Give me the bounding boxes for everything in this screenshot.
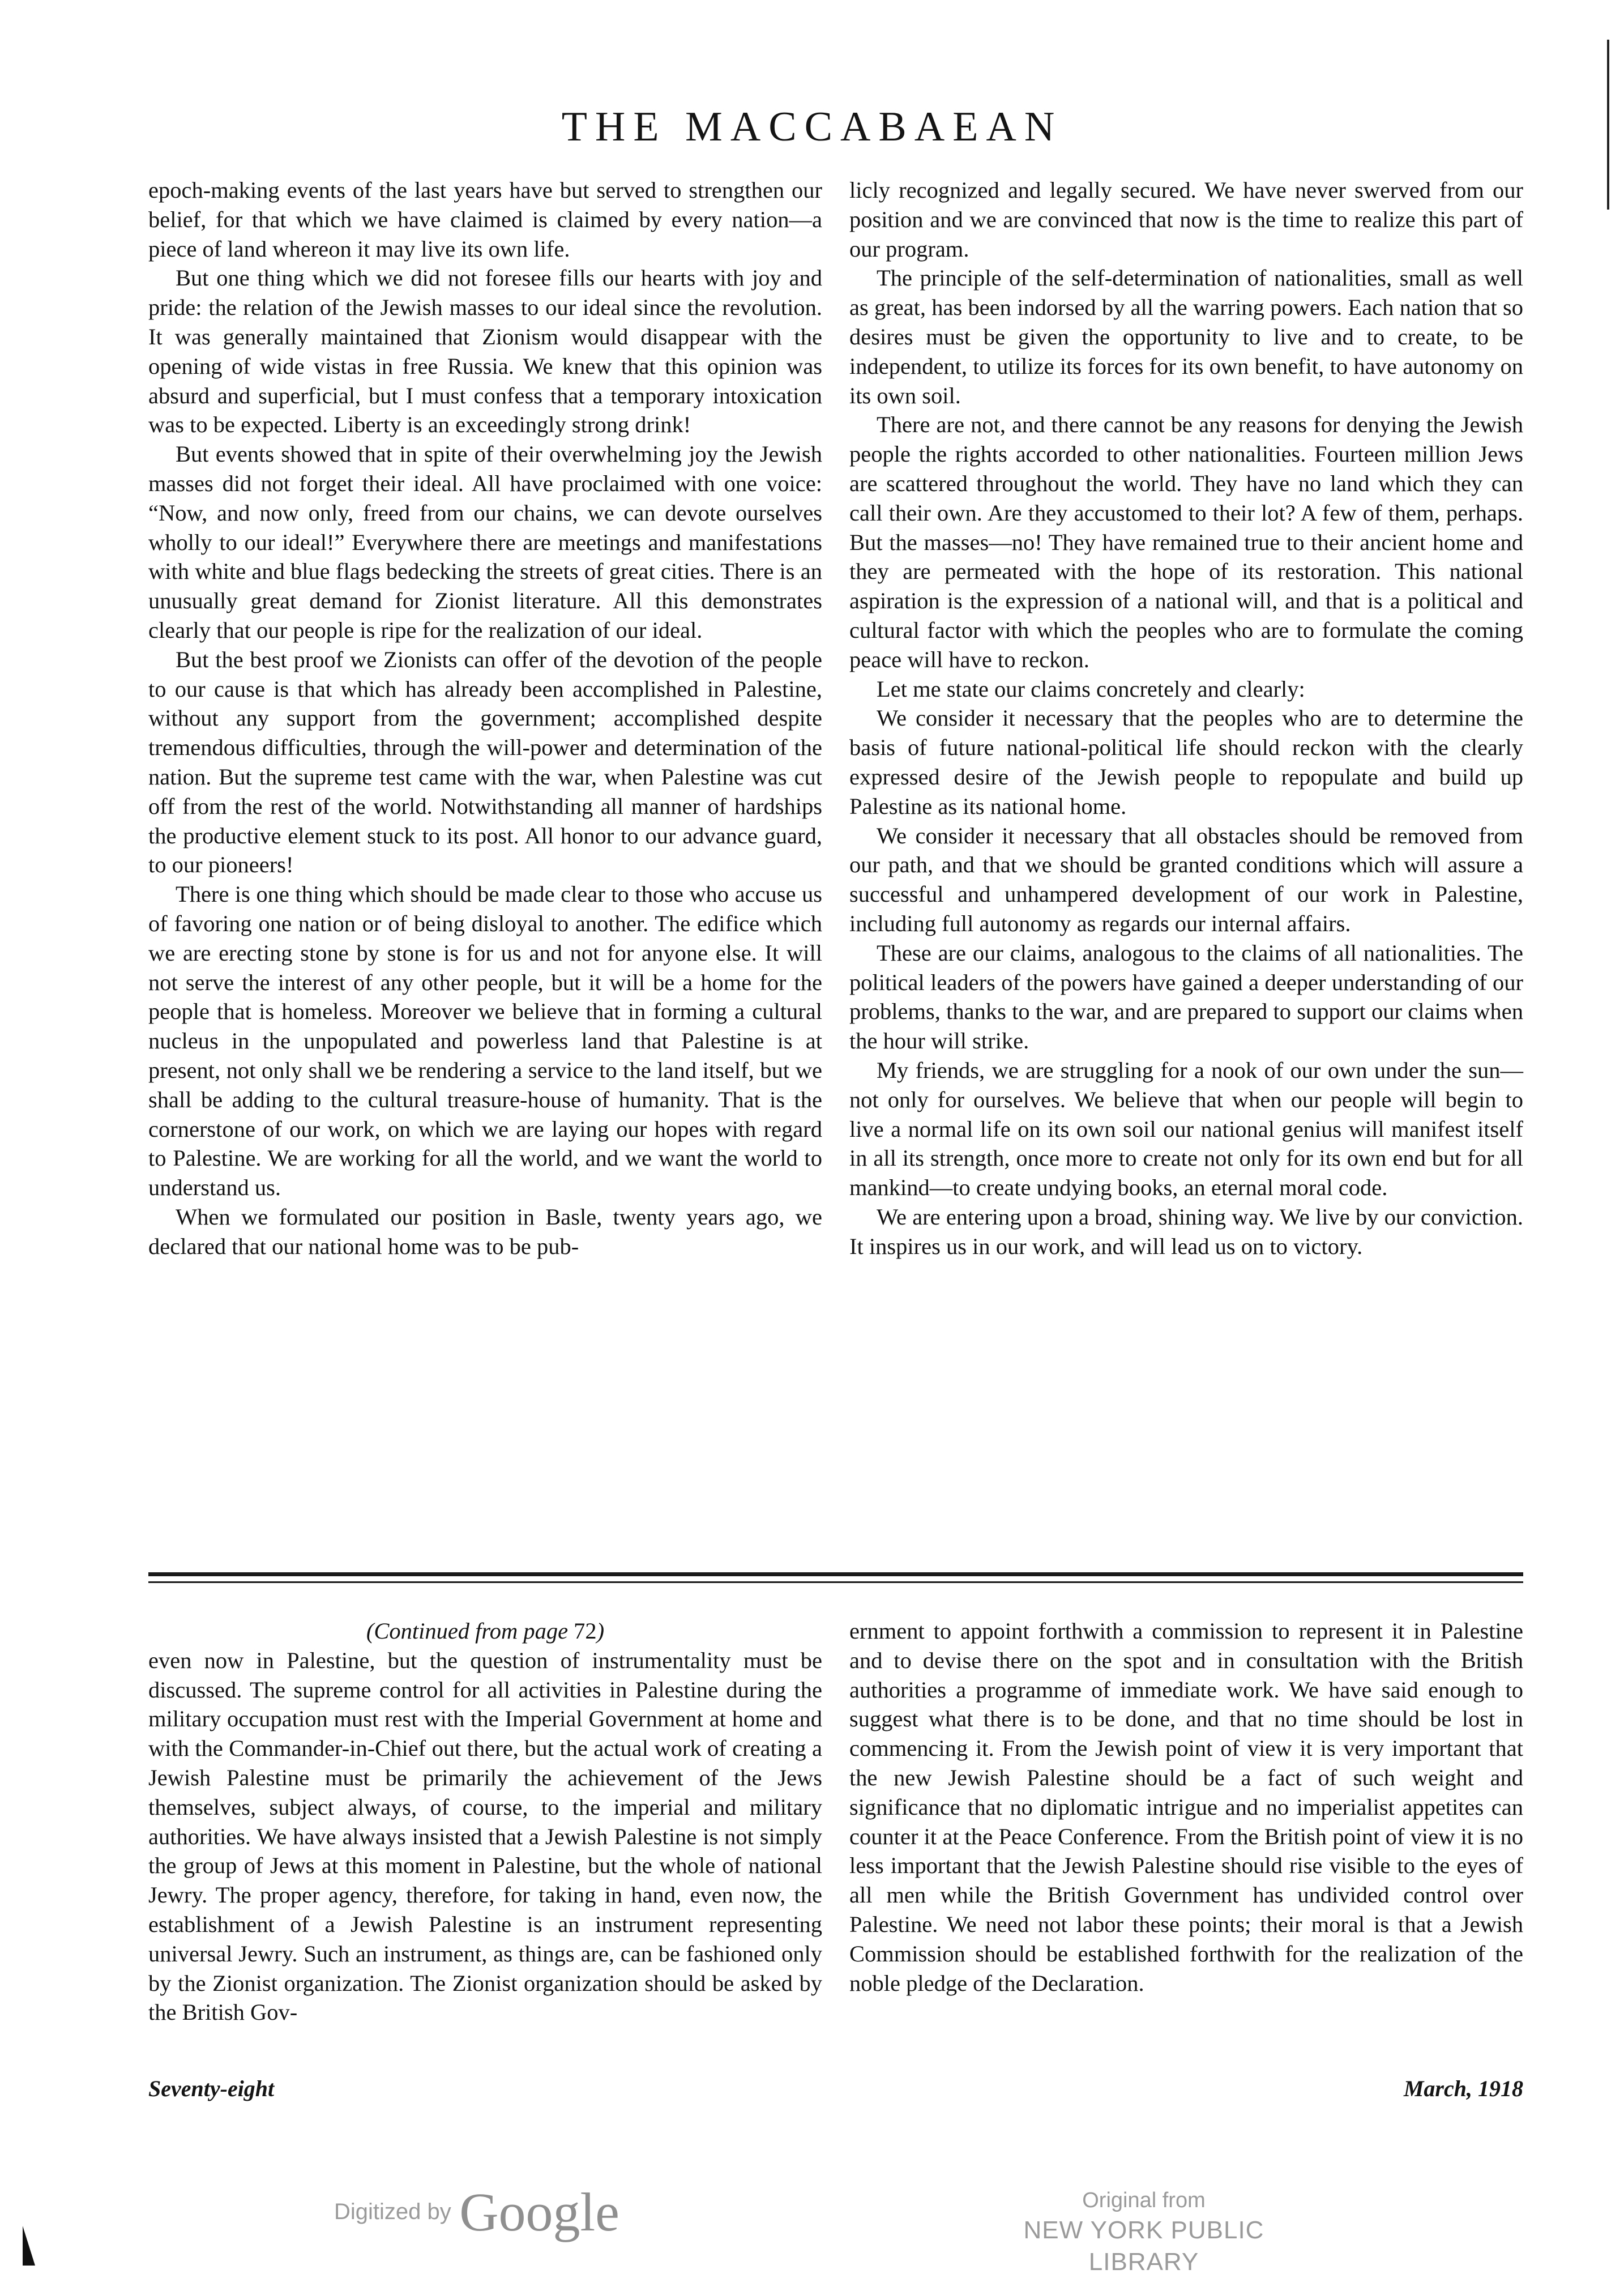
- paragraph: The principle of the self-determination of nationalities, small as well as great, has been indorsed by all the warring powers. Each nation that so desires must be given the opportunity to live and to create, to be independent, to utilize its forces for its own benefit, to have autonomy on its own soil.: [849, 265, 1523, 408]
- library-name: NEW YORK PUBLIC LIBRARY: [1023, 2216, 1264, 2276]
- paragraph: licly recognized and legally secured. We have never swerved from our position and we are convinced that now is the time to realize this part of our program.: [849, 177, 1523, 262]
- paragraph: But events showed that in spite of their overwhelming joy the Jewish masses did not forget their ideal. All have proclaimed with one voice: “Now, and now only, freed from our chains, we can devote ourselves wholly to our ideal!” Everywhere there are meetings and manifestations with white and blue flags bedecking the streets of great cities. There is an unusually great demand for Zionist literature. All this demonstrates clearly that our people is ripe for the realization of our ideal.: [148, 441, 822, 643]
- section-divider-thin: [148, 1581, 1523, 1583]
- digitized-by-label: Digitized by: [334, 2199, 451, 2224]
- masthead: THE MACCABAEAN: [561, 104, 1063, 150]
- paragraph: We consider it necessary that the peoples who are to determine the basis of future national-political life should reckon with the clearly expressed desire of the Jewish people to repopulate and build up Palestine as its national home.: [849, 705, 1523, 819]
- paragraph: We consider it necessary that all obstacles should be removed from our path, and that we should be granted conditions which will assure a successful and unhampered development of our work in Palestine, including full autonomy as regards our internal affairs.: [849, 822, 1523, 936]
- original-from-label: Original from: [1082, 2189, 1206, 2212]
- paragraph: even now in Palestine, but the question of instrumentality must be discussed. The supreme control for all activities in Palestine during the military occupation must rest with the Imperial Government at home and with the Commander-in-Chief out there, but the actual work of creating a Jewish Palestine must be primarily the achievement of the Jews themselves, subject always, of course, to the imperial and military authorities. We have always insisted that a Jewish Palestine is not simply the group of Jews at this moment in Palestine, but the whole of national Jewry. The proper agency, therefore, for taking in hand, even now, the establishment of a Jewish Palestine is an instrument representing universal Jewry. Such an instrument, as things are, can be fashioned only by the Zionist organization. The Zionist organization should be asked by the British Gov-: [148, 1647, 822, 2025]
- continued-note: (Continued from page 72): [366, 1618, 605, 1644]
- issue-date: March, 1918: [1403, 2076, 1523, 2101]
- paragraph: There are not, and there cannot be any reasons for denying the Jewish people the rights accorded to other nationalities. Fourteen million Jews are scattered throughout the world. They have no land which they can call their own. Are they accustomed to their lot? A few of them, perhaps. But the masses—no! They have remained true to their ancient home and they are permeated with the hope of its restoration. This national aspiration is the expression of a national will, and that is a political and cultural factor with which the peoples who are to formulate the coming peace will have to reckon.: [849, 412, 1523, 672]
- scan-corner-mark: [23, 2226, 35, 2266]
- paragraph: These are our claims, analogous to the claims of all nationalities. The political leaders of the powers have gained a deeper understanding of our problems, thanks to the war, and are prepared to support our claims when the hour will strike.: [849, 940, 1523, 1054]
- paragraph: But one thing which we did not foresee fills our hearts with joy and pride: the relation of the Jewish masses to our ideal since the revolution. It was generally maintained that Zionism would disappear with the opening of wide vistas in free Russia. We knew that this opinion was absurd and superficial, but I must confess that a temporary intoxication was to be expected. Liberty is an exceedingly strong drink!: [148, 265, 822, 438]
- paragraph: My friends, we are struggling for a nook of our own under the sun—not only for ourselves. We believe that when our people will begin to live a normal life on its own soil our national genius will manifest itself in all its strength, once more to create not only for its own end but for all mankind—to create undying books, an eternal moral code.: [849, 1057, 1523, 1201]
- google-logo: Google: [459, 2182, 619, 2242]
- paragraph: epoch-making events of the last years have but served to strengthen our belief, for that which we have claimed is claimed by every nation—a piece of land whereon it may live its own life.: [148, 177, 822, 262]
- digitized-by-watermark: [334, 2181, 619, 2243]
- article-column-left: [148, 176, 822, 1261]
- paragraph: We are entering upon a broad, shining way. We live by our conviction. It inspires us in our work, and will lead us on to victory.: [849, 1204, 1523, 1259]
- paragraph: But the best proof we Zionists can offer of the devotion of the people to our cause is that which has already been accomplished in Palestine, without any support from the government; accomplished despite tremendous difficulties, through the will-power and determination of the nation. But the supreme test came with the war, when Palestine was cut off from the rest of the world. Notwithstanding all manner of hardships the productive element stuck to its post. All honor to our advance guard, to our pioneers!: [148, 646, 822, 878]
- page-number: Seventy-eight: [148, 2076, 275, 2101]
- original-from-watermark: [974, 2186, 1314, 2278]
- continued-page-number: 72: [574, 1618, 597, 1644]
- continued-label: Continued from page: [374, 1618, 569, 1644]
- paragraph: There is one thing which should be made clear to those who accuse us of favoring one nation or of being disloyal to another. The edifice which we are erecting stone by stone is for us and not for anyone else. It will not serve the interest of any other people, but it will be a home for the people that is homeless. Moreover we believe that in forming a cultural nucleus in the unpopulated and powerless land that Palestine is at present, not only shall we be rendering a service to the land itself, but we shall be adding to the cultural treasure-house of humanity. That is the cornerstone of our work, on which we are laying our hopes with regard to Palestine. We are working for all the world, and we want the world to understand us.: [148, 881, 822, 1201]
- continued-column-left: [148, 1616, 822, 2027]
- paragraph: When we formulated our position in Basle, twenty years ago, we declared that our national home was to be pub-: [148, 1204, 822, 1259]
- paragraph: ernment to appoint forthwith a commission to represent it in Palestine and to devise there on the spot and in consultation with the British authorities a programme of immediate work. We have said enough to suggest what there is to be done, and that no time should be lost in commencing it. From the Jewish point of view it is very important that the new Jewish Palestine should be a fact of such weight and significance that no diplomatic intrigue and no imperialist appetites can counter it at the Peace Conference. From the British point of view it is no less important that the Jewish Palestine should rise visible to the eyes of all men while the British Government has undivided control over Palestine. We need not labor these points; their moral is that a Jewish Commission should be established forthwith for the realization of the noble pledge of the Declaration.: [849, 1618, 1523, 1996]
- article-column-right: [849, 176, 1523, 1261]
- section-divider-thick: [148, 1572, 1523, 1576]
- paragraph: Let me state our claims concretely and clearly:: [877, 676, 1305, 702]
- continued-column-right: [849, 1616, 1523, 1998]
